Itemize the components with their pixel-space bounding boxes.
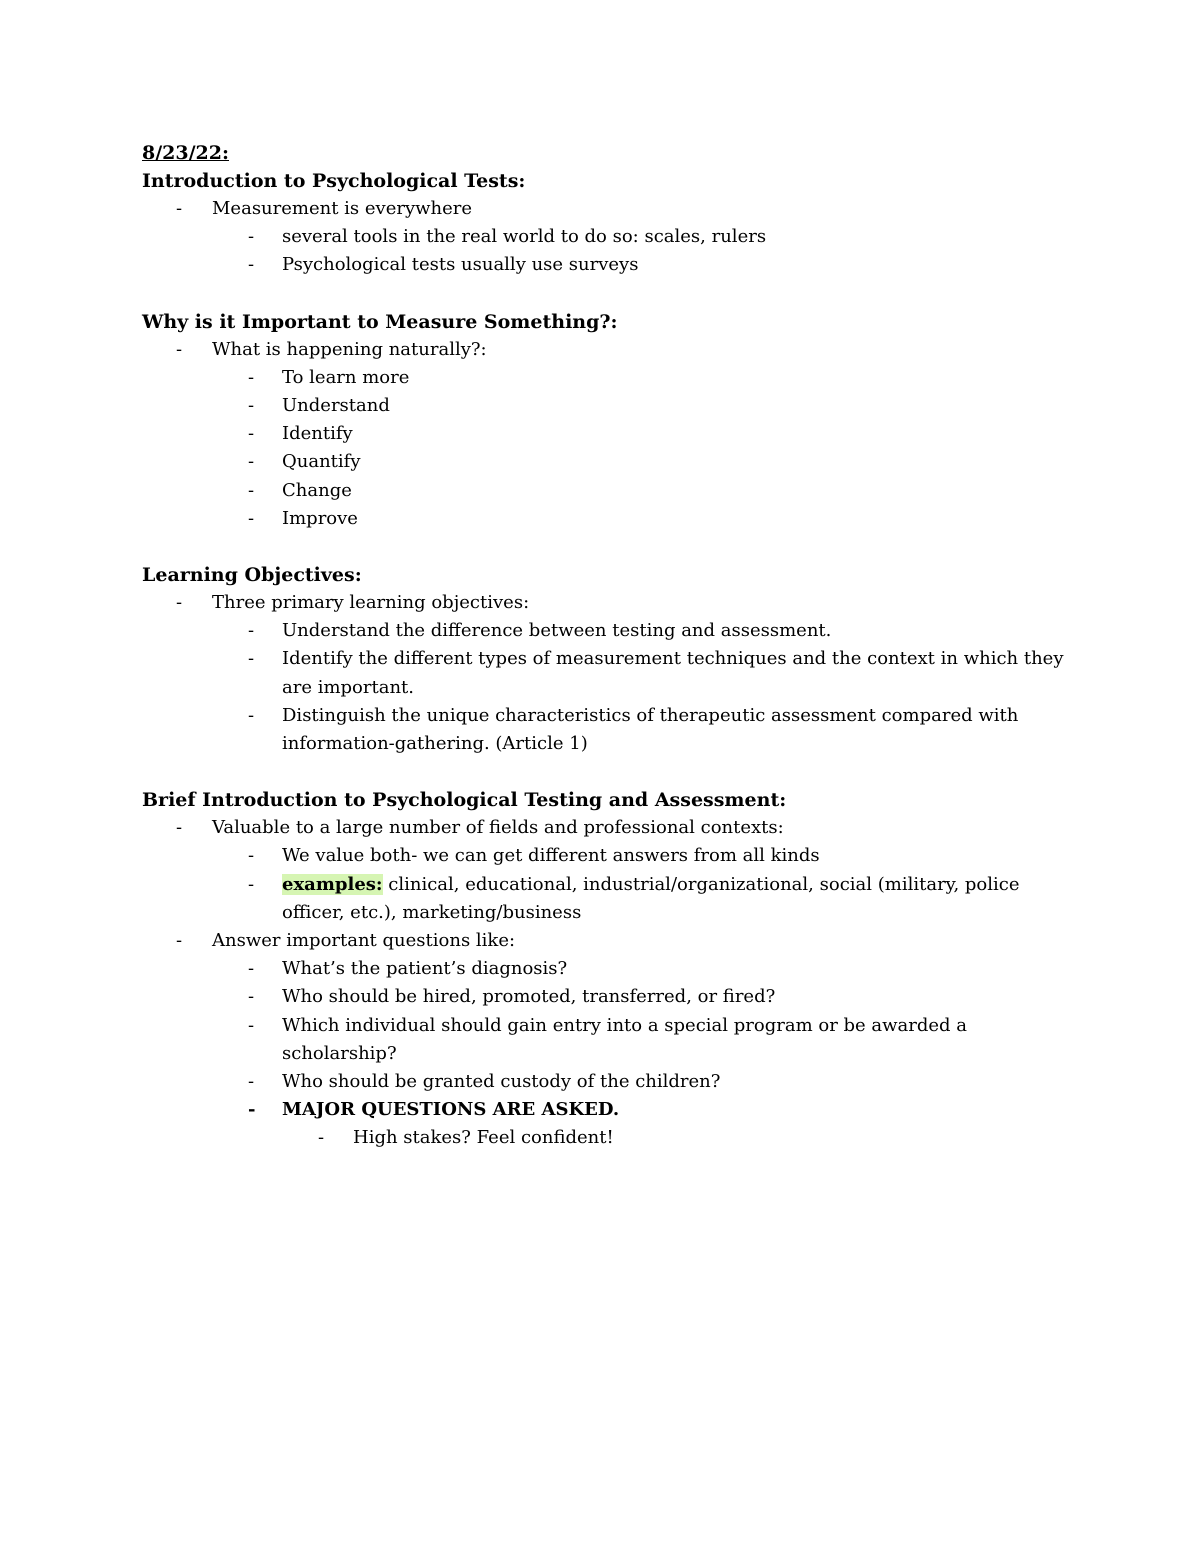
bullet-list — [142, 195, 1082, 280]
dash-bullet: - — [176, 338, 183, 360]
item-text: Psychological tests usually use surveys — [282, 254, 639, 276]
list-item — [142, 448, 1082, 476]
section-heading: Why is it Important to Measure Something?: — [142, 310, 618, 333]
item-text: What is happening naturally?: — [212, 338, 487, 360]
item-text: Understand the difference between testing and assessment. — [282, 620, 832, 642]
item-text: High stakes? Feel confident! — [353, 1127, 614, 1149]
item-text: Who should be hired, promoted, transferred, or fired? — [282, 986, 776, 1008]
item-text: Valuable to a large number of fields and professional contexts: — [212, 817, 784, 839]
item-text: Understand — [282, 395, 390, 417]
item-text: MAJOR QUESTIONS ARE ASKED. — [282, 1099, 620, 1121]
dash-bullet: - — [248, 873, 255, 895]
dash-bullet: - — [248, 704, 255, 726]
list-item — [142, 871, 1082, 927]
list-item — [142, 1012, 1082, 1068]
list-item — [142, 251, 1082, 279]
item-text: Which individual should gain entry into a special program or be awarded a scholarship? — [282, 1014, 968, 1064]
section-objectives — [142, 561, 1082, 758]
list-item — [142, 702, 1082, 758]
item-text: several tools in the real world to do so: scales, rulers — [282, 226, 767, 248]
list-item — [142, 645, 1082, 701]
item-text: Who should be granted custody of the children? — [282, 1071, 721, 1093]
item-text: We value both- we can get different answers from all kinds — [282, 845, 820, 867]
section-heading: Brief Introduction to Psychological Testing and Assessment: — [142, 789, 787, 812]
bullet-list — [142, 336, 1082, 533]
list-item — [142, 589, 1082, 617]
list-item — [142, 420, 1082, 448]
dash-bullet: - — [248, 395, 255, 417]
dash-bullet: - — [176, 592, 183, 614]
list-item — [142, 1124, 1082, 1152]
dash-bullet: - — [248, 226, 255, 248]
dash-bullet: - — [248, 958, 255, 980]
dash-bullet: - — [176, 930, 183, 952]
section-intro — [142, 167, 1082, 280]
list-item — [142, 983, 1082, 1011]
dash-bullet: - — [248, 423, 255, 445]
list-item — [142, 814, 1082, 842]
item-text: clinical, educational, industrial/organizational, social (military, police officer, etc.), marketing/business — [282, 873, 1020, 923]
dash-bullet: - — [248, 1071, 255, 1093]
list-item — [142, 955, 1082, 983]
item-text: Change — [282, 479, 352, 501]
item-text: Measurement is everywhere — [212, 198, 473, 219]
dash-bullet: - — [248, 507, 255, 529]
dash-bullet: - — [248, 366, 255, 388]
item-text: What’s the patient’s diagnosis? — [282, 958, 568, 980]
dash-bullet: - — [248, 451, 255, 473]
item-text: Quantify — [282, 451, 361, 473]
list-item — [142, 617, 1082, 645]
section-heading: Learning Objectives: — [142, 564, 362, 587]
item-text: Answer important questions like: — [212, 930, 516, 952]
item-text: To learn more — [282, 366, 410, 388]
document-page — [142, 139, 1082, 1181]
dash-bullet: - — [318, 1127, 325, 1149]
list-item — [142, 336, 1082, 364]
list-item — [142, 392, 1082, 420]
dash-bullet: - — [248, 648, 255, 670]
item-text: Distinguish the unique characteristics of therapeutic assessment compared with information-gathering. (Article 1) — [282, 704, 1019, 755]
highlighted-label: examples: — [282, 873, 383, 895]
dash-bullet: - — [248, 254, 255, 276]
dash-bullet: - — [248, 620, 255, 642]
dash-bullet: - — [176, 198, 183, 219]
list-item — [142, 477, 1082, 505]
item-text: Improve — [282, 507, 358, 529]
list-item — [142, 195, 1082, 223]
dash-bullet: - — [176, 817, 183, 839]
dash-bullet: - — [248, 845, 255, 867]
section-heading: Introduction to Psychological Tests: — [142, 170, 526, 192]
dash-bullet: - — [248, 479, 255, 501]
list-item — [142, 505, 1082, 533]
dash-bullet: - — [248, 1014, 255, 1036]
list-item — [142, 1068, 1082, 1096]
section-why — [142, 308, 1082, 533]
list-item — [142, 364, 1082, 392]
list-item-major — [142, 1096, 1082, 1124]
dash-bullet: - — [248, 986, 255, 1008]
list-item — [142, 842, 1082, 870]
item-text: Three primary learning objectives: — [212, 592, 530, 614]
bullet-list — [142, 589, 1082, 758]
section-brief — [142, 786, 1082, 1152]
item-text: Identify the different types of measurement techniques and the context in which they are important. — [282, 648, 1064, 698]
dash-bullet: - — [248, 1099, 256, 1121]
list-item — [142, 223, 1082, 251]
item-text: Identify — [282, 423, 353, 445]
bullet-list — [142, 814, 1082, 1152]
date-heading: 8/23/22: — [142, 142, 229, 164]
list-item — [142, 927, 1082, 955]
